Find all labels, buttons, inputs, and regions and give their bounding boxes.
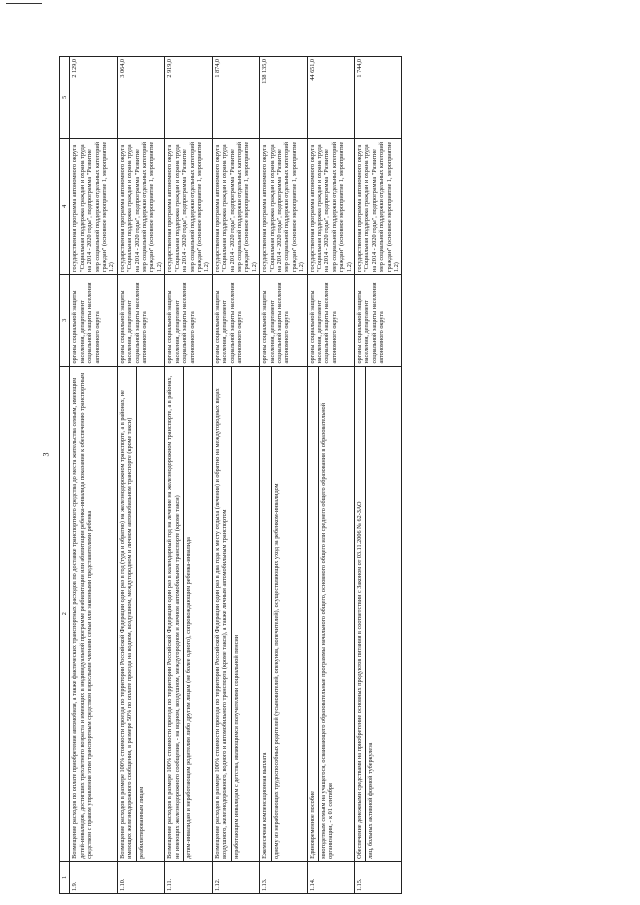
program-reference: государственная программа автономного округа "Социальная поддержка граждан и охрана труда на 2014 - 2020 годы", подпрограмма "Развитие мер социальной поддержки отдельных категорий граждан" (основное мероприятие 1, мероприятие 1.2) [70, 138, 117, 274]
table-row [212, 57, 259, 894]
row-amount [165, 57, 212, 139]
row-number: 1.10. [117, 861, 164, 893]
page-number: 3 [41, 452, 51, 457]
table-body [70, 57, 402, 894]
benefit-recipients: лиц, больных активной формой туберкулеза [365, 367, 374, 861]
col-header-1: 1 [60, 861, 70, 893]
row-description [212, 366, 259, 861]
table-row [165, 57, 212, 894]
amount-value: 138 135,0 [261, 59, 269, 84]
responsible-organization: органы социальной защиты населения, департамент социальной защиты населения автономного округа [307, 274, 354, 366]
program-reference: государственная программа автономного округа "Социальная поддержка граждан и охрана труда на 2014 - 2020 годы", подпрограмма "Развитие мер социальной поддержки отдельных категорий граждан" (основное мероприятие 1, мероприятие 1.2) [307, 138, 354, 274]
row-description [260, 366, 307, 861]
table-row [355, 57, 402, 894]
amount-value: 2 129,0 [71, 59, 79, 78]
table-row [117, 57, 164, 894]
col-header-2: 2 [60, 366, 70, 861]
col-header-3: 3 [60, 274, 70, 366]
program-reference: государственная программа автономного округа "Социальная поддержка граждан и охрана труда на 2014 - 2020 годы", подпрограмма "Развитие мер социальной поддержки отдельных категорий граждан" (основное мероприятие 1, мероприятие 1.2) [165, 138, 212, 274]
row-amount [260, 57, 307, 139]
responsible-organization: органы социальной защиты населения, департамент социальной защиты населения автономного округа [212, 274, 259, 366]
program-reference: государственная программа автономного округа "Социальная поддержка граждан и охрана труда на 2014 - 2020 годы", подпрограмма "Развитие мер социальной поддержки отдельных категорий граждан" (основное мероприятие 1, мероприятие 1.2) [212, 138, 259, 274]
column-number-row [60, 57, 70, 894]
benefits-table [59, 56, 402, 894]
amount-value: 44 651,0 [308, 59, 316, 81]
row-number: 1.12. [212, 861, 259, 893]
row-description [70, 366, 117, 861]
row-amount [70, 57, 117, 139]
benefit-recipients: детям-инвалидам и неработающим родителям либо другим лицам (не более одного), сопровождающим ребенка-инвалида [183, 367, 192, 861]
amount-value: 1 744,0 [356, 59, 364, 78]
row-amount [307, 57, 354, 139]
benefit-description: Возмещение расходов в размере 100% стоимости проезда по территории Российской Федерации один раз в год (туда и обратно) на железнодорожном транспорте, а в районах, не имеющих железнодорожного сообщения, в размере 50% по оплате проезда на водном, воздушном, междугородном и личном автомобильном транспорте (кроме такси) [118, 390, 134, 859]
row-number: 1.14. [307, 861, 354, 893]
row-description [165, 366, 212, 861]
program-reference: государственная программа автономного округа "Социальная поддержка граждан и охрана труда на 2014 - 2020 годы", подпрограмма "Развитие мер социальной поддержки отдельных категорий граждан" (основное мероприятие 1, мероприятие 1.2) [260, 138, 307, 274]
table-row [307, 57, 354, 894]
amount-value: 1 874,0 [213, 59, 221, 78]
row-number: 1.15. [355, 861, 402, 893]
benefit-recipients: многодетным семьям на учащегося, осваивающего образовательные программы начального общего, основного общего или среднего общего образования в образовательной организации, - к 01 сентября [318, 367, 335, 861]
table-row [70, 57, 117, 894]
row-amount [117, 57, 164, 139]
benefit-description: Возмещение расходов в размере 100% стоимости проезда по территории Российской Федерации один раз в календарный год на лечение на железнодорожном транспорте, а в районах, не имеющих железнодорожного сообщения, - на водном, воздушном, междугородном и личном автомобильном транспорте (кроме такси) [166, 375, 181, 859]
benefit-description: Возмещение расходов по оплате приобретения автомобиля, а также фактических транспортных расходов по доставке транспортного средства до места жительства семьям, имеющим детей-инвалидов, достигших трехлетнего возраста и имеющих в индивидуальной программе реабилитации или абилитации ребенка-инвалида показания к обеспечению транспортным средством с правом управления этим транспортным средством взрослыми членами семьи или законными представителями ребенка [71, 372, 94, 859]
program-reference: государственная программа автономного округа "Социальная поддержка граждан и охрана труда на 2014 - 2020 годы", подпрограмма "Развитие мер социальной поддержки отдельных категорий граждан" (основное мероприятие 1, мероприятие 1.2) [355, 138, 402, 274]
row-description [355, 366, 402, 861]
col-header-4: 4 [60, 138, 70, 274]
row-number: 1.9. [70, 861, 117, 893]
responsible-organization: органы социальной защиты населения, департамент социальной защиты населения автономного округа [70, 274, 117, 366]
program-reference: государственная программа автономного округа "Социальная поддержка граждан и охрана труда на 2014 - 2020 годы", подпрограмма "Развитие мер социальной поддержки отдельных категорий граждан" (основное мероприятие 1, мероприятие 1.2) [117, 138, 164, 274]
row-description [117, 366, 164, 861]
responsible-organization: органы социальной защиты населения, департамент социальной защиты населения автономного округа [260, 274, 307, 366]
benefit-recipients: неработающим инвалидам с детства, являющимся получателями социальной пенсии [231, 367, 240, 861]
rotated-table-container [59, 56, 637, 894]
amount-value: 3 064,0 [118, 59, 126, 78]
row-description [307, 366, 354, 861]
benefit-description: Возмещение расходов в размере 100% стоимости проезда по территории Российской Федерации один раз в два года к месту отдыха (лечения) и обратно на междугородных видах воздушного, железнодорожного, водного и автомобильного транспорта (кроме такси), а также личным автомобильным транспортом [213, 388, 229, 859]
col-header-5: 5 [60, 57, 70, 139]
benefit-description: Единовременное пособие [308, 791, 316, 859]
benefit-description: Ежемесячная компенсационная выплата [261, 752, 269, 859]
amount-value: 2 919,0 [166, 59, 174, 78]
responsible-organization: органы социальной защиты населения, департамент социальной защиты населения автономного округа [117, 274, 164, 366]
row-number: 1.11. [165, 861, 212, 893]
table-row [260, 57, 307, 894]
row-amount [355, 57, 402, 139]
responsible-organization: органы социальной защиты населения, департамент социальной защиты населения автономного округа [165, 274, 212, 366]
responsible-organization: органы социальной защиты населения, департамент социальной защиты населения автономного округа [355, 274, 402, 366]
row-amount [212, 57, 259, 139]
benefit-description: Обеспечение денежными средствами на приобретение основных продуктов питания в соответствии с Законом от 03.11.2006 № 62-ЗАО [356, 501, 364, 859]
benefit-recipients: реабилитированным лицам [136, 367, 145, 861]
benefit-recipients: одному из неработающих трудоспособных родителей (усыновителей, опекунов, попечителей), осуществляющих уход за ребенком-инвалидом [271, 367, 280, 861]
row-number: 1.13. [260, 861, 307, 893]
top-rule [6, 3, 42, 4]
